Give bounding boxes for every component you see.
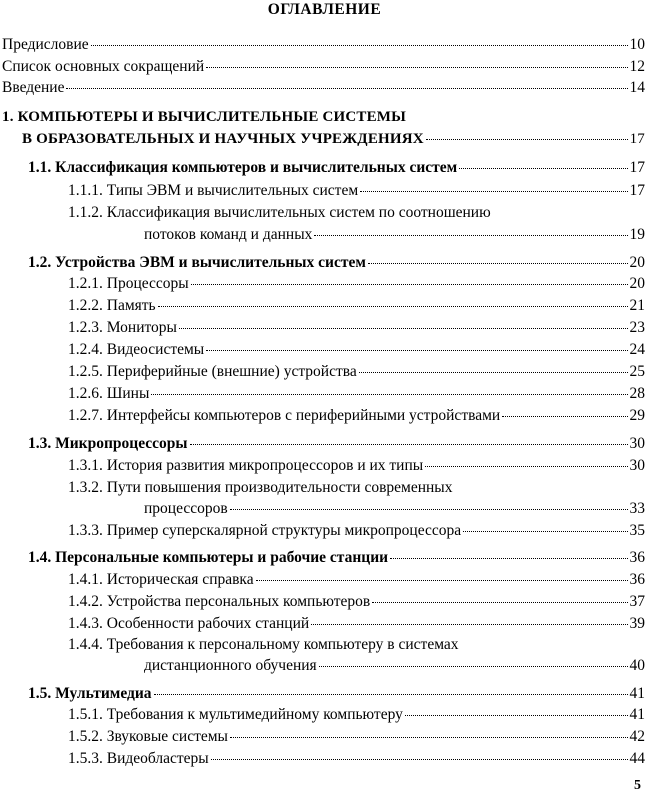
toc-entry-text: 1.5.2. Звуковые системы	[68, 728, 228, 745]
toc-page-number: 24	[629, 341, 645, 358]
toc-entry-text: 1.3.3. Пример суперскалярной структуры микропроцессора	[68, 522, 462, 539]
toc-entry-text: 1.2.5. Периферийные (внешние) устройства	[68, 363, 357, 380]
toc-page-number: 30	[629, 457, 645, 474]
toc-chapter-1-line2[interactable]	[22, 129, 645, 149]
toc-subsection-1-3-2-line2[interactable]	[144, 499, 645, 519]
toc-subsection-1-5-1[interactable]	[68, 705, 645, 725]
toc-entry-text: 1.3. Микропроцессоры	[28, 435, 188, 452]
leader-dots	[359, 372, 628, 373]
toc-entry-text: Введение	[2, 79, 65, 96]
toc-entry-text: потоков команд и данных	[144, 226, 313, 243]
toc-entry-text: 1.4.1. Историческая справка	[68, 571, 254, 588]
toc-subsection-1-2-2[interactable]	[68, 296, 645, 316]
toc-entry-text: дистанционного обучения	[144, 657, 317, 674]
leader-dots	[459, 168, 627, 169]
leader-dots	[256, 580, 628, 581]
toc-page-number: 17	[629, 182, 645, 199]
toc-section-1-5[interactable]	[28, 684, 645, 704]
toc-subsection-1-2-4[interactable]	[68, 340, 645, 360]
toc-subsection-1-4-3[interactable]	[68, 614, 645, 634]
leader-dots	[463, 531, 627, 532]
leader-dots	[372, 602, 627, 603]
leader-dots	[230, 737, 628, 738]
toc-page-number: 23	[629, 319, 645, 336]
toc-section-1-4[interactable]	[28, 548, 645, 568]
leader-dots	[206, 350, 627, 351]
toc-page-number: 30	[629, 435, 645, 452]
toc-page-number: 41	[629, 706, 645, 723]
toc-entry-text: Список основных сокращений	[2, 58, 205, 75]
toc-entry-text: 1.2.2. Память	[68, 297, 156, 314]
toc-entry-text: 1.2.7. Интерфейсы компьютеров с периферийными устройствами	[68, 407, 501, 424]
toc-entry-text: 1.2.6. Шины	[68, 385, 150, 402]
toc-subsection-1-4-2[interactable]	[68, 592, 645, 612]
toc-subsection-1-2-1[interactable]	[68, 274, 645, 294]
toc-subsection-1-4-4-line2[interactable]	[144, 656, 645, 676]
leader-dots	[158, 306, 628, 307]
toc-entry-text: 1.4.4. Требования к персональному компьютеру в системах	[68, 636, 459, 653]
toc-page-number: 14	[629, 79, 645, 96]
toc-page-number: 21	[629, 297, 645, 314]
toc-entry-text: 1.1.2. Классификация вычислительных систем по соотношению	[68, 204, 491, 221]
toc-page-number: 37	[629, 593, 645, 610]
leader-dots	[190, 444, 628, 445]
toc-entry-introduction[interactable]	[2, 78, 645, 98]
toc-entry-text: 1.4. Персональные компьютеры и рабочие станции	[28, 549, 389, 566]
leader-dots	[390, 558, 627, 559]
toc-page-number: 35	[629, 522, 645, 539]
toc-entry-text: 1.1. Классификация компьютеров и вычислительных систем	[28, 159, 458, 176]
toc-entry-text: В ОБРАЗОВАТЕЛЬНЫХ И НАУЧНЫХ УЧРЕЖДЕНИЯХ	[22, 131, 424, 147]
leader-dots	[426, 139, 628, 140]
toc-subsection-1-4-4-line1[interactable]	[68, 635, 645, 655]
toc-page-number: 20	[629, 275, 645, 292]
toc-subsection-1-1-2-line2[interactable]	[144, 225, 645, 245]
toc-subsection-1-1-2-line1[interactable]	[68, 203, 645, 223]
toc-subsection-1-2-3[interactable]	[68, 318, 645, 338]
leader-dots	[151, 394, 627, 395]
toc-entry-abbreviations[interactable]	[2, 57, 645, 77]
toc-page-number: 19	[629, 226, 645, 243]
toc-entry-text: 1.5.1. Требования к мультимедийному компьютеру	[68, 706, 403, 723]
toc-page-number: 10	[629, 36, 645, 53]
leader-dots	[311, 624, 627, 625]
toc-subsection-1-1-1[interactable]	[68, 181, 645, 201]
toc-entry-text: 1.5. Мультимедиа	[28, 685, 152, 702]
toc-entry-text: 1.1.1. Типы ЭВМ и вычислительных систем	[68, 182, 359, 199]
toc-page-number: 25	[629, 363, 645, 380]
toc-chapter-1-line1[interactable]	[2, 107, 602, 127]
leader-dots	[502, 416, 627, 417]
toc-subsection-1-3-2-line1[interactable]	[68, 478, 645, 498]
leader-dots	[405, 715, 628, 716]
leader-dots	[425, 466, 627, 467]
leader-dots	[191, 284, 628, 285]
toc-subsection-1-3-3[interactable]	[68, 521, 645, 541]
toc-subsection-1-4-1[interactable]	[68, 570, 645, 590]
leader-dots	[66, 88, 627, 89]
toc-page-number: 42	[629, 728, 645, 745]
toc-page-number: 20	[629, 254, 645, 271]
toc-section-1-1[interactable]	[28, 158, 645, 178]
leader-dots	[314, 235, 627, 236]
toc-entry-text: 1.5.3. Видеобластеры	[68, 750, 209, 767]
toc-entry-text: 1. КОМПЬЮТЕРЫ И ВЫЧИСЛИТЕЛЬНЫЕ СИСТЕМЫ	[2, 109, 407, 125]
toc-page-number: 36	[629, 571, 645, 588]
toc-section-1-2[interactable]	[28, 253, 645, 273]
toc-page-number: 33	[629, 500, 645, 517]
page-number: 5	[634, 778, 641, 793]
toc-page-number: 44	[629, 750, 645, 767]
leader-dots	[211, 759, 628, 760]
toc-entry-text: 1.3.2. Пути повышения производительности современных	[68, 479, 453, 496]
leader-dots	[319, 666, 628, 667]
leader-dots	[368, 263, 628, 264]
toc-page-number: 17	[629, 131, 645, 147]
toc-section-1-3[interactable]	[28, 434, 645, 454]
toc-page-number: 29	[629, 407, 645, 424]
toc-entry-text: 1.2. Устройства ЭВМ и вычислительных систем	[28, 254, 366, 271]
leader-dots	[91, 45, 628, 46]
toc-subsection-1-2-6[interactable]	[68, 384, 645, 404]
toc-entry-text: 1.2.1. Процессоры	[68, 275, 189, 292]
toc-page-number: 28	[629, 385, 645, 402]
toc-entry-text: 1.3.1. История развития микропроцессоров и их типы	[68, 457, 424, 474]
toc-subsection-1-2-5[interactable]	[68, 362, 645, 382]
toc-entry-preface[interactable]	[2, 35, 645, 55]
leader-dots	[206, 67, 627, 68]
toc-page-number: 17	[629, 159, 645, 176]
leader-dots	[360, 191, 627, 192]
toc-page-number: 39	[629, 615, 645, 632]
toc-page-number: 36	[629, 549, 645, 566]
leader-dots	[230, 509, 628, 510]
toc-page-number: 41	[629, 685, 645, 702]
toc-subsection-1-5-2[interactable]	[68, 727, 645, 747]
toc-entry-text: 1.2.3. Мониторы	[68, 319, 177, 336]
toc-subsection-1-3-1[interactable]	[68, 456, 645, 476]
toc-entry-text: 1.2.4. Видеосистемы	[68, 341, 205, 358]
toc-page-number: 40	[629, 657, 645, 674]
toc-entry-text: 1.4.2. Устройства персональных компьютеров	[68, 593, 371, 610]
page-title: ОГЛАВЛЕНИЕ	[267, 1, 382, 18]
toc-entry-text: Предисловие	[2, 36, 89, 53]
toc-subsection-1-5-3[interactable]	[68, 749, 645, 769]
toc-subsection-1-2-7[interactable]	[68, 406, 645, 426]
toc-entry-text: процессоров	[144, 500, 228, 517]
leader-dots	[179, 328, 628, 329]
toc-entry-text: 1.4.3. Особенности рабочих станций	[68, 615, 310, 632]
leader-dots	[154, 694, 628, 695]
toc-page-number: 12	[629, 58, 645, 75]
